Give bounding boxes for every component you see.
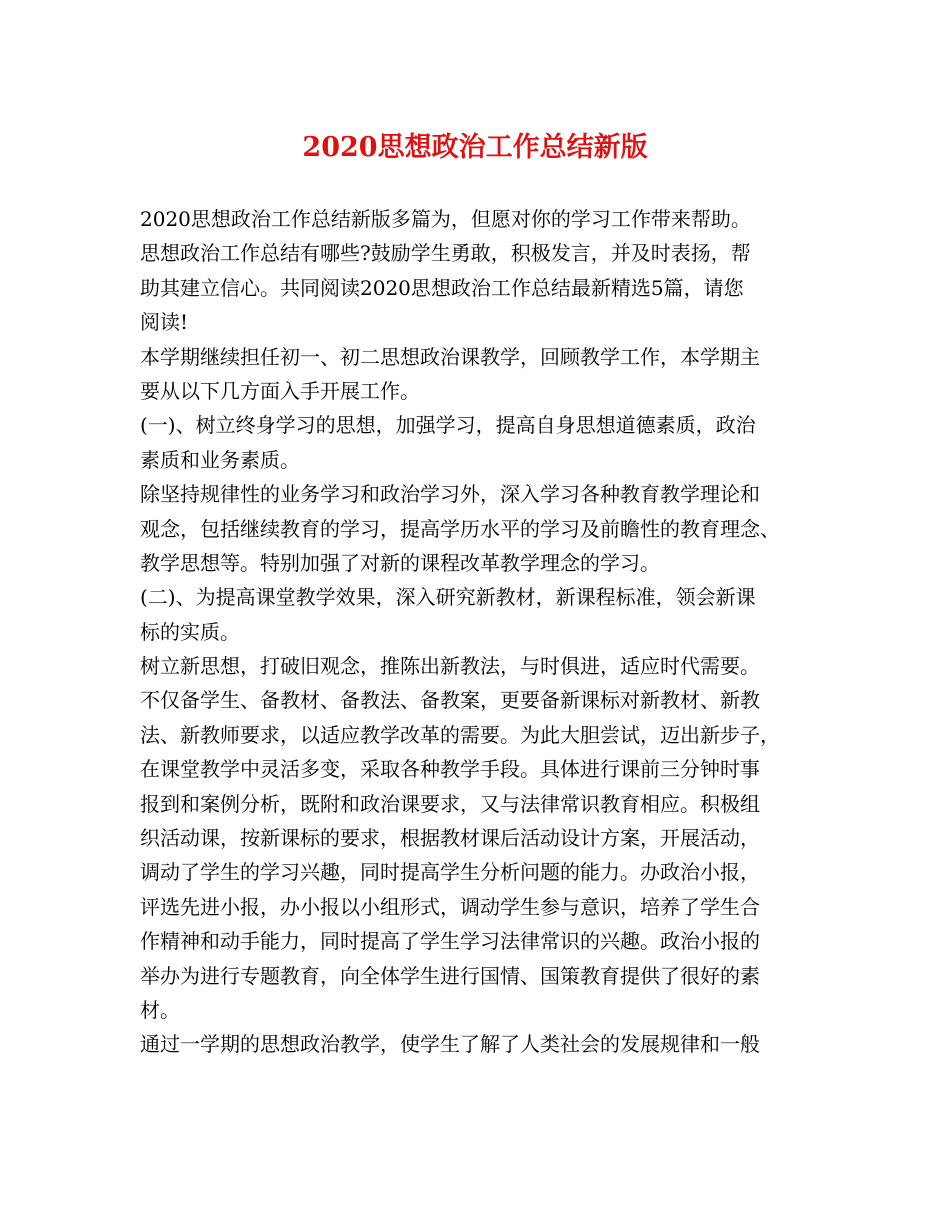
body-line: 调动了学生的学习兴趣，同时提高学生分析问题的能力。办政治小报， xyxy=(140,860,760,885)
body-line: 评选先进小报，办小报以小组形式，调动学生参与意识，培养了学生合 xyxy=(140,894,760,919)
body-line: 在课堂教学中灵活多变，采取各种教学手段。具体进行课前三分钟时事 xyxy=(140,757,760,782)
body-line: 本学期继续担任初一、初二思想政治课教学，回顾教学工作，本学期主 xyxy=(140,344,760,369)
document-title: 2020思想政治工作总结新版 xyxy=(302,132,648,163)
body-line: 思想政治工作总结有哪些?鼓励学生勇敢，积极发言，并及时表扬，帮 xyxy=(140,241,751,266)
body-line: 材。 xyxy=(140,997,180,1022)
body-line: (一)、树立终身学习的思想，加强学习，提高自身思想道德素质，政治 xyxy=(140,413,756,438)
body-line: 标的实质。 xyxy=(140,619,240,644)
body-line: 通过一学期的思想政治教学，使学生了解了人类社会的发展规律和一般 xyxy=(140,1032,760,1057)
body-line: 织活动课，按新课标的要求，根据教材课后活动设计方案，开展活动， xyxy=(140,826,760,851)
body-line: 阅读! xyxy=(140,310,189,335)
body-line: 除坚持规律性的业务学习和政治学习外，深入学习各种教育教学理论和 xyxy=(140,482,760,507)
body-line: 要从以下几方面入手开展工作。 xyxy=(140,378,420,403)
body-line: 作精神和动手能力，同时提高了学生学习法律常识的兴趣。政治小报的 xyxy=(140,929,760,954)
document-body xyxy=(140,202,830,1062)
body-line: (二)、为提高课堂教学效果，深入研究新教材，新课程标准，领会新课 xyxy=(140,585,756,610)
body-line: 不仅备学生、备教材、备教法、备教案，更要备新课标对新教材、新教 xyxy=(140,688,760,713)
body-line: 观念，包括继续教育的学习，提高学历水平的学习及前瞻性的教育理念、 xyxy=(140,516,780,541)
body-line: 素质和业务素质。 xyxy=(140,447,300,472)
body-line: 2020思想政治工作总结新版多篇为，但愿对你的学习工作带来帮助。 xyxy=(140,207,751,231)
body-line: 法、新教师要求，以适应教学改革的需要。为此大胆尝试，迈出新步子， xyxy=(140,722,780,747)
body-line: 树立新思想，打破旧观念，推陈出新教法，与时俱进，适应时代需要。 xyxy=(140,654,760,679)
body-line: 助其建立信心。共同阅读2020思想政治工作总结最新精选5篇，请您 xyxy=(140,275,744,300)
body-line: 教学思想等。特别加强了对新的课程改革教学理念的学习。 xyxy=(140,550,660,575)
body-line: 举办为进行专题教育，向全体学生进行国情、国策教育提供了很好的素 xyxy=(140,963,760,988)
body-line: 报到和案例分析，既附和政治课要求，又与法律常识教育相应。积极组 xyxy=(140,791,760,816)
